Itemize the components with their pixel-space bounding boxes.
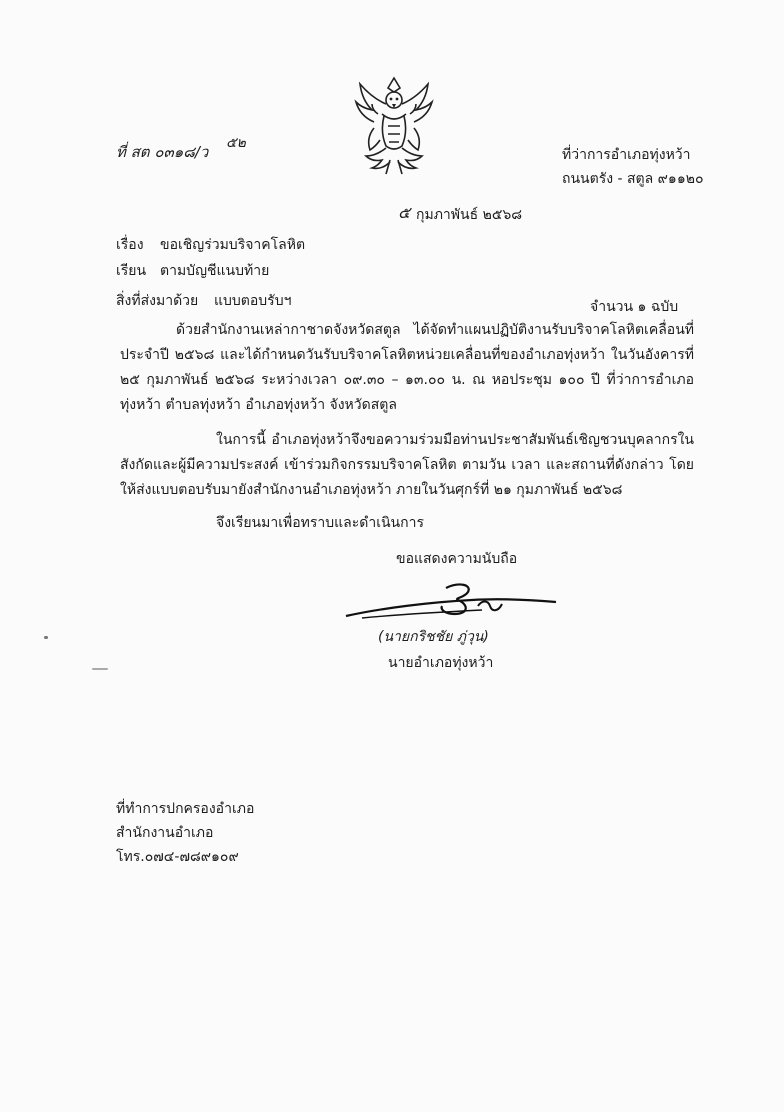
recipient-label: เรียน	[116, 263, 147, 279]
signatory-position: นายอำเภอทุ่งหว้า	[388, 655, 494, 671]
body-paragraph-2: ในการนี้ อำเภอทุ่งหว้าจึงขอความร่วมมือท่านประชาสัมพันธ์เชิญชวนบุคลากรในสังกัดและผู้มีความประสงค์ เข้าร่วมกิจกรรมบริจาคโลหิต ตามวัน เวลา และสถานที่ดังกล่าว โดยให้ส่งแบบตอบรับมายังสำนักงานอำเภอทุ่งหว้า ภายในวันศุกร์ที่ ๒๑ กุมภาพันธ์ ๒๕๖๘	[120, 432, 694, 498]
office-name: ที่ว่าการอำเภอทุ่งหว้า	[562, 147, 691, 163]
footer-office: สำนักงานอำเภอ	[116, 825, 214, 841]
reference-suffix: ๕๒	[226, 135, 246, 151]
enclosure-label: สิ่งที่ส่งมาด้วย	[116, 293, 199, 309]
subject-label: เรื่อง	[116, 237, 144, 253]
footer-unit: ที่ทำการปกครองอำเภอ	[116, 801, 255, 817]
reference-number: ที่ สต ๐๓๑๘/ว	[116, 143, 209, 161]
body-paragraph-1: ด้วยสำนักงานเหล่ากาชาดจังหวัดสตูล ได้จัดทำแผนปฏิบัติงานรับบริจาคโลหิตเคลื่อนที่ประจำปี ๒๕๖๘ และได้กำหนดวันรับบริจาคโลหิตหน่วยเคลื่อนที่ของอำเภอทุ่งหว้า ในวันอังคารที่ ๒๕ กุมภาพันธ์ ๒๕๖๘ ระหว่างเวลา ๐๙.๓๐ – ๑๓.๐๐ น. ณ หอประชุม ๑๐๐ ปี ที่ว่าการอำเภอทุ่งหว้า ตำบลทุ่งหว้า อำเภอทุ่งหว้า จังหวัดสตูล	[120, 322, 694, 413]
closing-sentence: จึงเรียนมาเพื่อทราบและดำเนินการ	[216, 515, 424, 531]
garuda-emblem-icon	[352, 70, 436, 180]
scan-speck	[92, 668, 108, 670]
subject-text: ขอเชิญร่วมบริจาคโลหิต	[160, 237, 306, 253]
scan-speck	[44, 636, 48, 639]
signatory-name: (นายกริชชัย ภู่วุน)	[378, 629, 489, 645]
salutation: ขอแสดงความนับถือ	[396, 551, 518, 567]
office-address: ถนนตรัง - สตูล ๙๑๑๒๐	[562, 171, 704, 187]
letter-date: กุมภาพันธ์ ๒๕๖๘	[416, 207, 523, 223]
enclosure-copies: จำนวน ๑ ฉบับ	[590, 299, 679, 315]
footer-phone: โทร.๐๗๔-๗๘๙๑๐๙	[116, 849, 239, 865]
date-day: ๕	[398, 203, 411, 222]
handwritten-signature	[342, 580, 562, 630]
recipient-text: ตามบัญชีแนบท้าย	[160, 263, 270, 279]
enclosure-text: แบบตอบรับฯ	[214, 293, 292, 309]
